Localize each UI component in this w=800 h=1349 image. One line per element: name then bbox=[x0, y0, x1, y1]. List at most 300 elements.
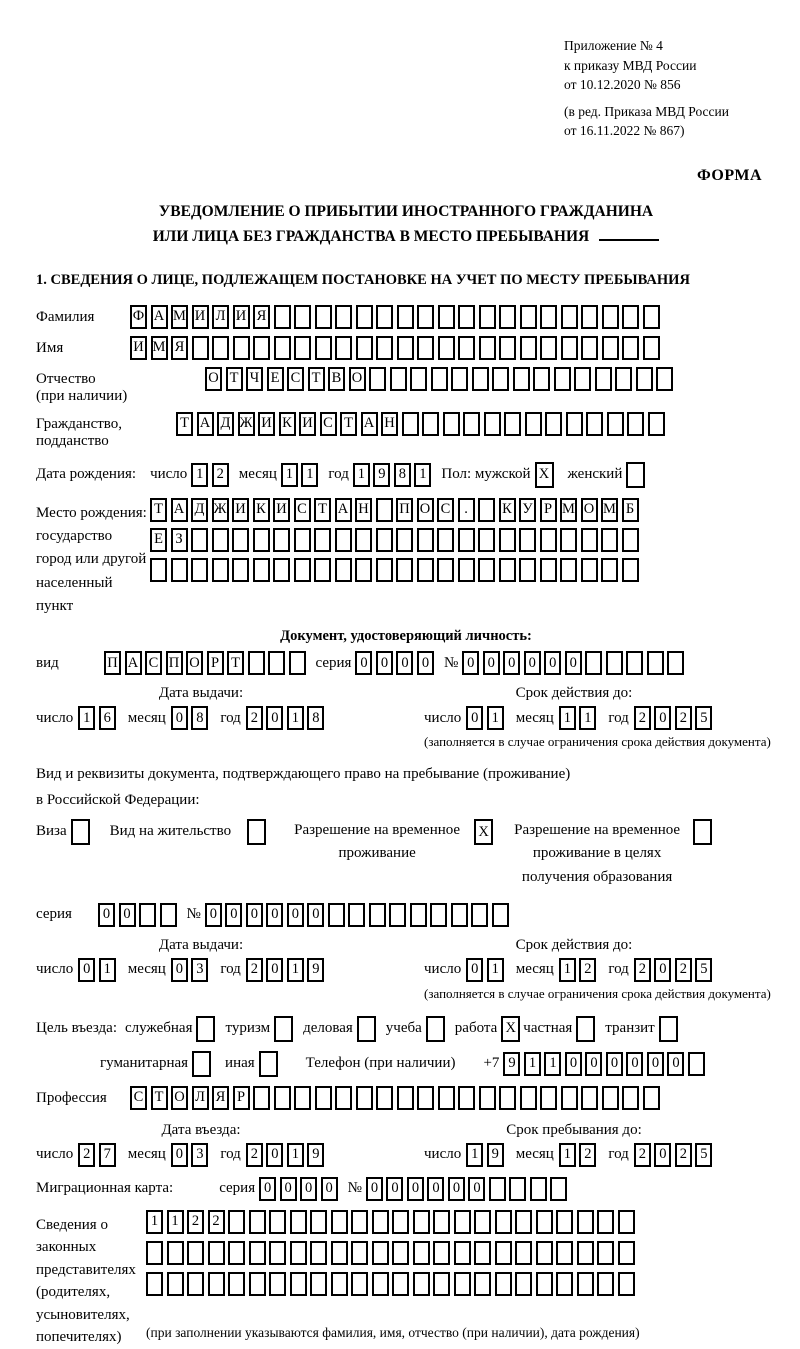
char-cell[interactable] bbox=[643, 336, 660, 360]
char-cell[interactable] bbox=[574, 367, 591, 391]
char-cell[interactable] bbox=[268, 651, 285, 675]
char-cell[interactable] bbox=[208, 1241, 225, 1265]
char-cell[interactable] bbox=[556, 1210, 573, 1234]
char-cell[interactable]: 0 bbox=[417, 651, 434, 675]
char-cell[interactable] bbox=[540, 305, 557, 329]
char-cell[interactable] bbox=[433, 1241, 450, 1265]
char-cell[interactable] bbox=[426, 1016, 445, 1042]
char-cell[interactable] bbox=[540, 1086, 557, 1110]
entry-year-input[interactable] bbox=[246, 1143, 325, 1167]
char-cell[interactable]: 0 bbox=[462, 651, 479, 675]
char-cell[interactable] bbox=[392, 1241, 409, 1265]
char-cell[interactable]: 2 bbox=[246, 706, 263, 730]
char-cell[interactable]: 8 bbox=[307, 706, 324, 730]
char-cell[interactable]: 2 bbox=[675, 1143, 692, 1167]
char-cell[interactable] bbox=[372, 1272, 389, 1296]
name-input[interactable] bbox=[130, 336, 660, 360]
char-cell[interactable] bbox=[417, 558, 434, 582]
char-cell[interactable]: 0 bbox=[468, 1177, 485, 1201]
char-cell[interactable]: А bbox=[361, 412, 378, 436]
char-cell[interactable] bbox=[515, 1272, 532, 1296]
char-cell[interactable] bbox=[495, 1210, 512, 1234]
char-cell[interactable] bbox=[274, 336, 291, 360]
purpose-official-checkbox[interactable] bbox=[196, 1016, 215, 1042]
legal-rep-input-line2[interactable] bbox=[146, 1241, 640, 1265]
char-cell[interactable]: Т bbox=[227, 651, 244, 675]
char-cell[interactable] bbox=[335, 1086, 352, 1110]
char-cell[interactable] bbox=[273, 528, 290, 552]
char-cell[interactable] bbox=[294, 305, 311, 329]
char-cell[interactable] bbox=[187, 1241, 204, 1265]
char-cell[interactable]: 9 bbox=[487, 1143, 504, 1167]
char-cell[interactable]: М bbox=[171, 305, 188, 329]
char-cell[interactable] bbox=[410, 367, 427, 391]
char-cell[interactable] bbox=[554, 367, 571, 391]
char-cell[interactable] bbox=[520, 305, 537, 329]
char-cell[interactable]: 0 bbox=[407, 1177, 424, 1201]
char-cell[interactable] bbox=[499, 1086, 516, 1110]
char-cell[interactable] bbox=[191, 558, 208, 582]
surname-input[interactable] bbox=[130, 305, 660, 329]
char-cell[interactable]: 2 bbox=[187, 1210, 204, 1234]
char-cell[interactable]: 0 bbox=[565, 1052, 582, 1076]
char-cell[interactable] bbox=[451, 367, 468, 391]
char-cell[interactable]: 0 bbox=[654, 706, 671, 730]
char-cell[interactable]: 0 bbox=[171, 958, 188, 982]
char-cell[interactable] bbox=[615, 367, 632, 391]
char-cell[interactable]: 0 bbox=[654, 958, 671, 982]
char-cell[interactable] bbox=[192, 1051, 211, 1077]
char-cell[interactable] bbox=[454, 1272, 471, 1296]
char-cell[interactable] bbox=[417, 528, 434, 552]
char-cell[interactable] bbox=[233, 336, 250, 360]
char-cell[interactable]: 1 bbox=[146, 1210, 163, 1234]
char-cell[interactable]: 8 bbox=[394, 463, 411, 487]
char-cell[interactable]: И bbox=[233, 305, 250, 329]
char-cell[interactable] bbox=[430, 903, 447, 927]
phone-input[interactable] bbox=[503, 1052, 705, 1076]
char-cell[interactable] bbox=[622, 336, 639, 360]
char-cell[interactable] bbox=[585, 651, 602, 675]
char-cell[interactable] bbox=[228, 1210, 245, 1234]
char-cell[interactable]: М bbox=[151, 336, 168, 360]
char-cell[interactable] bbox=[540, 558, 557, 582]
char-cell[interactable]: А bbox=[197, 412, 214, 436]
char-cell[interactable] bbox=[290, 1210, 307, 1234]
char-cell[interactable] bbox=[269, 1241, 286, 1265]
char-cell[interactable] bbox=[454, 1210, 471, 1234]
char-cell[interactable]: X bbox=[474, 819, 493, 845]
char-cell[interactable] bbox=[146, 1241, 163, 1265]
birth-month-input[interactable] bbox=[281, 463, 319, 487]
char-cell[interactable]: И bbox=[273, 498, 290, 522]
char-cell[interactable]: Я bbox=[212, 1086, 229, 1110]
char-cell[interactable]: М bbox=[560, 498, 577, 522]
char-cell[interactable] bbox=[495, 1272, 512, 1296]
char-cell[interactable]: Р bbox=[207, 651, 224, 675]
char-cell[interactable]: 1 bbox=[466, 1143, 483, 1167]
char-cell[interactable]: У bbox=[519, 498, 536, 522]
char-cell[interactable]: Н bbox=[381, 412, 398, 436]
char-cell[interactable] bbox=[618, 1241, 635, 1265]
char-cell[interactable] bbox=[492, 367, 509, 391]
patronymic-input[interactable] bbox=[205, 367, 673, 391]
char-cell[interactable] bbox=[187, 1272, 204, 1296]
char-cell[interactable]: Б bbox=[622, 498, 639, 522]
char-cell[interactable] bbox=[499, 336, 516, 360]
char-cell[interactable] bbox=[331, 1210, 348, 1234]
doc-valid-day-input[interactable] bbox=[466, 706, 504, 730]
char-cell[interactable]: 7 bbox=[99, 1143, 116, 1167]
char-cell[interactable] bbox=[249, 1241, 266, 1265]
char-cell[interactable]: 2 bbox=[634, 958, 651, 982]
char-cell[interactable]: 1 bbox=[287, 1143, 304, 1167]
char-cell[interactable] bbox=[314, 558, 331, 582]
char-cell[interactable]: С bbox=[294, 498, 311, 522]
char-cell[interactable]: О bbox=[417, 498, 434, 522]
char-cell[interactable] bbox=[622, 305, 639, 329]
char-cell[interactable] bbox=[566, 412, 583, 436]
char-cell[interactable]: 8 bbox=[191, 706, 208, 730]
purpose-other-checkbox[interactable] bbox=[259, 1051, 278, 1077]
char-cell[interactable]: 3 bbox=[191, 1143, 208, 1167]
char-cell[interactable] bbox=[376, 558, 393, 582]
char-cell[interactable] bbox=[597, 1241, 614, 1265]
char-cell[interactable]: 1 bbox=[544, 1052, 561, 1076]
char-cell[interactable] bbox=[396, 528, 413, 552]
char-cell[interactable] bbox=[376, 336, 393, 360]
purpose-business-checkbox[interactable] bbox=[357, 1016, 376, 1042]
char-cell[interactable] bbox=[581, 558, 598, 582]
char-cell[interactable]: 0 bbox=[386, 1177, 403, 1201]
char-cell[interactable]: 1 bbox=[99, 958, 116, 982]
char-cell[interactable]: 2 bbox=[634, 706, 651, 730]
char-cell[interactable] bbox=[417, 336, 434, 360]
char-cell[interactable] bbox=[372, 1210, 389, 1234]
char-cell[interactable]: 9 bbox=[307, 958, 324, 982]
char-cell[interactable] bbox=[390, 367, 407, 391]
char-cell[interactable]: Е bbox=[267, 367, 284, 391]
char-cell[interactable]: 0 bbox=[259, 1177, 276, 1201]
char-cell[interactable]: 0 bbox=[287, 903, 304, 927]
entry-day-input[interactable] bbox=[78, 1143, 116, 1167]
char-cell[interactable] bbox=[577, 1272, 594, 1296]
char-cell[interactable] bbox=[273, 558, 290, 582]
char-cell[interactable]: 0 bbox=[524, 651, 541, 675]
res-issue-day-input[interactable] bbox=[78, 958, 116, 982]
char-cell[interactable] bbox=[417, 1086, 434, 1110]
sex-male-checkbox[interactable] bbox=[535, 462, 554, 488]
char-cell[interactable] bbox=[351, 1241, 368, 1265]
char-cell[interactable] bbox=[253, 1086, 270, 1110]
char-cell[interactable]: Т bbox=[176, 412, 193, 436]
char-cell[interactable]: 1 bbox=[559, 1143, 576, 1167]
char-cell[interactable] bbox=[474, 1241, 491, 1265]
char-cell[interactable] bbox=[274, 1086, 291, 1110]
char-cell[interactable] bbox=[458, 305, 475, 329]
char-cell[interactable]: 0 bbox=[427, 1177, 444, 1201]
char-cell[interactable] bbox=[581, 1086, 598, 1110]
char-cell[interactable] bbox=[499, 558, 516, 582]
char-cell[interactable]: А bbox=[151, 305, 168, 329]
char-cell[interactable]: 1 bbox=[167, 1210, 184, 1234]
char-cell[interactable]: 5 bbox=[695, 1143, 712, 1167]
char-cell[interactable] bbox=[451, 903, 468, 927]
char-cell[interactable] bbox=[356, 305, 373, 329]
char-cell[interactable] bbox=[540, 336, 557, 360]
char-cell[interactable] bbox=[259, 1051, 278, 1077]
char-cell[interactable]: И bbox=[258, 412, 275, 436]
char-cell[interactable] bbox=[519, 558, 536, 582]
char-cell[interactable] bbox=[422, 412, 439, 436]
char-cell[interactable] bbox=[310, 1210, 327, 1234]
char-cell[interactable] bbox=[212, 528, 229, 552]
birth-day-input[interactable] bbox=[191, 463, 229, 487]
char-cell[interactable]: Т bbox=[308, 367, 325, 391]
char-cell[interactable] bbox=[472, 367, 489, 391]
char-cell[interactable] bbox=[519, 528, 536, 552]
char-cell[interactable] bbox=[397, 305, 414, 329]
char-cell[interactable]: 0 bbox=[205, 903, 222, 927]
char-cell[interactable]: Т bbox=[150, 498, 167, 522]
char-cell[interactable] bbox=[269, 1210, 286, 1234]
char-cell[interactable]: Т bbox=[226, 367, 243, 391]
char-cell[interactable] bbox=[474, 1210, 491, 1234]
res-issue-year-input[interactable] bbox=[246, 958, 325, 982]
char-cell[interactable] bbox=[492, 903, 509, 927]
char-cell[interactable] bbox=[438, 1086, 455, 1110]
char-cell[interactable] bbox=[622, 558, 639, 582]
char-cell[interactable] bbox=[561, 1086, 578, 1110]
char-cell[interactable] bbox=[433, 1210, 450, 1234]
char-cell[interactable]: 0 bbox=[654, 1143, 671, 1167]
char-cell[interactable] bbox=[433, 1272, 450, 1296]
char-cell[interactable]: 5 bbox=[695, 958, 712, 982]
char-cell[interactable]: 1 bbox=[287, 958, 304, 982]
res-valid-day-input[interactable] bbox=[466, 958, 504, 982]
char-cell[interactable]: С bbox=[437, 498, 454, 522]
char-cell[interactable] bbox=[688, 1052, 705, 1076]
char-cell[interactable] bbox=[479, 305, 496, 329]
char-cell[interactable]: О bbox=[171, 1086, 188, 1110]
doc-issue-year-input[interactable] bbox=[246, 706, 325, 730]
purpose-work-checkbox[interactable] bbox=[501, 1016, 520, 1042]
char-cell[interactable]: Я bbox=[171, 336, 188, 360]
char-cell[interactable]: 2 bbox=[246, 1143, 263, 1167]
birth-place-input-line2[interactable] bbox=[150, 528, 639, 552]
char-cell[interactable] bbox=[648, 412, 665, 436]
char-cell[interactable] bbox=[515, 1241, 532, 1265]
char-cell[interactable] bbox=[150, 558, 167, 582]
char-cell[interactable] bbox=[146, 1272, 163, 1296]
char-cell[interactable] bbox=[618, 1272, 635, 1296]
char-cell[interactable] bbox=[413, 1272, 430, 1296]
char-cell[interactable]: Н bbox=[355, 498, 372, 522]
char-cell[interactable]: М bbox=[601, 498, 618, 522]
char-cell[interactable] bbox=[289, 651, 306, 675]
char-cell[interactable]: Т bbox=[151, 1086, 168, 1110]
citizenship-input[interactable] bbox=[176, 412, 665, 436]
char-cell[interactable] bbox=[248, 651, 265, 675]
char-cell[interactable] bbox=[274, 305, 291, 329]
char-cell[interactable]: 1 bbox=[559, 706, 576, 730]
char-cell[interactable]: 0 bbox=[171, 706, 188, 730]
char-cell[interactable]: Е bbox=[150, 528, 167, 552]
char-cell[interactable]: 0 bbox=[448, 1177, 465, 1201]
char-cell[interactable] bbox=[520, 336, 537, 360]
char-cell[interactable] bbox=[196, 1016, 215, 1042]
char-cell[interactable] bbox=[315, 336, 332, 360]
char-cell[interactable] bbox=[167, 1272, 184, 1296]
char-cell[interactable] bbox=[191, 528, 208, 552]
char-cell[interactable] bbox=[431, 367, 448, 391]
char-cell[interactable] bbox=[212, 336, 229, 360]
char-cell[interactable]: О bbox=[581, 498, 598, 522]
char-cell[interactable]: С bbox=[145, 651, 162, 675]
char-cell[interactable]: Ж bbox=[238, 412, 255, 436]
char-cell[interactable]: К bbox=[499, 498, 516, 522]
char-cell[interactable] bbox=[550, 1177, 567, 1201]
char-cell[interactable]: 0 bbox=[355, 651, 372, 675]
char-cell[interactable] bbox=[478, 528, 495, 552]
char-cell[interactable]: 0 bbox=[647, 1052, 664, 1076]
char-cell[interactable] bbox=[369, 903, 386, 927]
char-cell[interactable] bbox=[561, 305, 578, 329]
char-cell[interactable] bbox=[560, 558, 577, 582]
char-cell[interactable]: 1 bbox=[487, 958, 504, 982]
char-cell[interactable]: 0 bbox=[280, 1177, 297, 1201]
char-cell[interactable]: 0 bbox=[503, 651, 520, 675]
char-cell[interactable] bbox=[504, 412, 521, 436]
char-cell[interactable] bbox=[389, 903, 406, 927]
char-cell[interactable]: 2 bbox=[246, 958, 263, 982]
char-cell[interactable] bbox=[627, 412, 644, 436]
char-cell[interactable]: 2 bbox=[675, 706, 692, 730]
char-cell[interactable]: X bbox=[535, 462, 554, 488]
res-number-input[interactable] bbox=[205, 903, 509, 927]
char-cell[interactable] bbox=[397, 336, 414, 360]
char-cell[interactable]: 0 bbox=[225, 903, 242, 927]
char-cell[interactable]: 0 bbox=[585, 1052, 602, 1076]
residence-permit-checkbox[interactable] bbox=[247, 819, 266, 845]
char-cell[interactable] bbox=[458, 558, 475, 582]
blank-line[interactable] bbox=[599, 227, 659, 241]
char-cell[interactable]: 1 bbox=[191, 463, 208, 487]
purpose-private-checkbox[interactable] bbox=[576, 1016, 595, 1042]
char-cell[interactable] bbox=[212, 558, 229, 582]
char-cell[interactable]: Т bbox=[314, 498, 331, 522]
temp-permit-edu-checkbox[interactable] bbox=[693, 819, 712, 845]
char-cell[interactable]: 1 bbox=[487, 706, 504, 730]
char-cell[interactable] bbox=[458, 1086, 475, 1110]
char-cell[interactable]: 0 bbox=[98, 903, 115, 927]
char-cell[interactable] bbox=[659, 1016, 678, 1042]
char-cell[interactable]: А bbox=[335, 498, 352, 522]
char-cell[interactable] bbox=[351, 1272, 368, 1296]
char-cell[interactable] bbox=[392, 1272, 409, 1296]
birth-place-input-line1[interactable] bbox=[150, 498, 639, 522]
char-cell[interactable] bbox=[232, 558, 249, 582]
char-cell[interactable] bbox=[471, 903, 488, 927]
char-cell[interactable] bbox=[556, 1272, 573, 1296]
char-cell[interactable] bbox=[369, 367, 386, 391]
char-cell[interactable]: 0 bbox=[119, 903, 136, 927]
char-cell[interactable] bbox=[626, 462, 645, 488]
char-cell[interactable] bbox=[595, 367, 612, 391]
char-cell[interactable] bbox=[622, 1086, 639, 1110]
char-cell[interactable] bbox=[525, 412, 542, 436]
char-cell[interactable]: 0 bbox=[466, 958, 483, 982]
char-cell[interactable] bbox=[294, 336, 311, 360]
char-cell[interactable] bbox=[355, 558, 372, 582]
purpose-humanitarian-checkbox[interactable] bbox=[192, 1051, 211, 1077]
char-cell[interactable] bbox=[335, 528, 352, 552]
char-cell[interactable] bbox=[479, 1086, 496, 1110]
char-cell[interactable] bbox=[249, 1210, 266, 1234]
char-cell[interactable]: Я bbox=[253, 305, 270, 329]
char-cell[interactable] bbox=[561, 336, 578, 360]
char-cell[interactable]: К bbox=[279, 412, 296, 436]
char-cell[interactable] bbox=[586, 412, 603, 436]
char-cell[interactable]: 0 bbox=[483, 651, 500, 675]
char-cell[interactable]: 0 bbox=[266, 1143, 283, 1167]
profession-input[interactable] bbox=[130, 1086, 660, 1110]
char-cell[interactable]: 9 bbox=[503, 1052, 520, 1076]
char-cell[interactable]: 0 bbox=[626, 1052, 643, 1076]
char-cell[interactable] bbox=[520, 1086, 537, 1110]
char-cell[interactable]: 0 bbox=[466, 706, 483, 730]
char-cell[interactable] bbox=[356, 1086, 373, 1110]
char-cell[interactable] bbox=[626, 651, 643, 675]
char-cell[interactable] bbox=[376, 498, 393, 522]
char-cell[interactable] bbox=[618, 1210, 635, 1234]
char-cell[interactable]: 0 bbox=[606, 1052, 623, 1076]
char-cell[interactable]: 1 bbox=[78, 706, 95, 730]
char-cell[interactable] bbox=[376, 1086, 393, 1110]
visa-checkbox[interactable] bbox=[71, 819, 90, 845]
char-cell[interactable] bbox=[253, 558, 270, 582]
purpose-transit-checkbox[interactable] bbox=[659, 1016, 678, 1042]
char-cell[interactable]: 2 bbox=[675, 958, 692, 982]
char-cell[interactable]: Ч bbox=[246, 367, 263, 391]
char-cell[interactable] bbox=[463, 412, 480, 436]
char-cell[interactable]: Ж bbox=[212, 498, 229, 522]
char-cell[interactable] bbox=[484, 412, 501, 436]
char-cell[interactable]: 0 bbox=[171, 1143, 188, 1167]
char-cell[interactable] bbox=[356, 336, 373, 360]
doc-issue-month-input[interactable] bbox=[171, 706, 209, 730]
char-cell[interactable]: 1 bbox=[353, 463, 370, 487]
char-cell[interactable] bbox=[269, 1272, 286, 1296]
char-cell[interactable]: К bbox=[253, 498, 270, 522]
birth-year-input[interactable] bbox=[353, 463, 432, 487]
char-cell[interactable] bbox=[372, 1241, 389, 1265]
char-cell[interactable]: И bbox=[299, 412, 316, 436]
entry-month-input[interactable] bbox=[171, 1143, 209, 1167]
doc-series-input[interactable] bbox=[355, 651, 434, 675]
char-cell[interactable] bbox=[536, 1210, 553, 1234]
char-cell[interactable] bbox=[315, 1086, 332, 1110]
char-cell[interactable] bbox=[693, 819, 712, 845]
doc-valid-month-input[interactable] bbox=[559, 706, 597, 730]
char-cell[interactable]: 1 bbox=[301, 463, 318, 487]
char-cell[interactable] bbox=[513, 367, 530, 391]
char-cell[interactable]: 0 bbox=[376, 651, 393, 675]
char-cell[interactable] bbox=[622, 528, 639, 552]
char-cell[interactable] bbox=[139, 903, 156, 927]
char-cell[interactable] bbox=[536, 1272, 553, 1296]
char-cell[interactable] bbox=[208, 1272, 225, 1296]
